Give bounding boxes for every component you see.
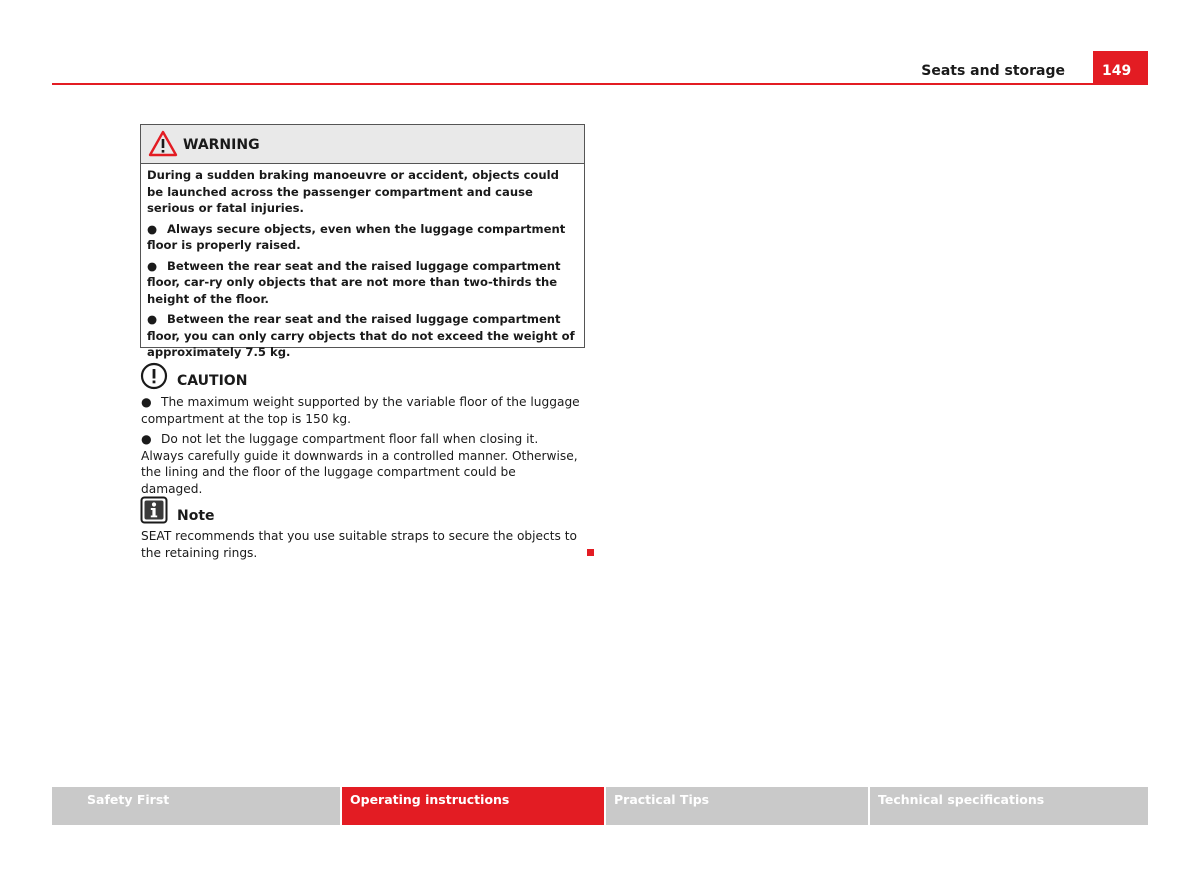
caution-item-text: Do not let the luggage compartment floor fall when closing it. Always carefully guide it downwards in a controlled manner. Otherwise, the lining and the floor of the luggage compartment could be damaged.: [141, 432, 578, 496]
warning-item-text: Between the rear seat and the raised luggage compartment floor, car-ry only objects that are not more than two-thirds the height of the floor.: [147, 258, 561, 306]
note-title: Note: [177, 508, 215, 524]
footer-tab-technical-specifications[interactable]: Technical specifications: [870, 787, 1148, 825]
caution-item: [141, 394, 581, 427]
section-end-marker: [587, 549, 594, 556]
caution-title: CAUTION: [177, 373, 248, 389]
caution-item: [141, 431, 581, 497]
warning-header: [141, 125, 584, 164]
header-divider: [52, 83, 1148, 85]
caution-exclamation-circle-icon: [140, 362, 168, 390]
bullet: ●: [141, 432, 152, 446]
warning-item-text: Between the rear seat and the raised luggage compartment floor, you can only carry objects that do not exceed the weight of approximately 7.5 kg.: [147, 312, 575, 359]
section-title: Seats and storage: [921, 63, 1065, 79]
warning-item: [147, 258, 578, 308]
warning-intro: During a sudden braking manoeuvre or accident, objects could be launched across the passenger compartment and cause serious or fatal injuries.: [147, 168, 559, 215]
bullet: ●: [147, 312, 158, 326]
caution-item-text: The maximum weight supported by the variable floor of the luggage compartment at the top is 150 kg.: [141, 395, 580, 426]
warning-item-text: Always secure objects, even when the luggage compartment floor is properly raised.: [147, 221, 566, 252]
bullet: ●: [147, 221, 158, 236]
page-number: 149: [1093, 51, 1148, 85]
note-body: SEAT recommends that you use suitable straps to secure the objects to the retaining rings.: [141, 529, 577, 560]
footer-tab-safety-first[interactable]: Safety First: [52, 787, 340, 825]
footer-tab-practical-tips[interactable]: Practical Tips: [606, 787, 868, 825]
warning-title: WARNING: [183, 137, 260, 153]
bullet: ●: [147, 258, 158, 273]
warning-triangle-icon: [148, 130, 178, 157]
footer-tab-operating-instructions[interactable]: Operating instructions: [342, 787, 604, 825]
caution-body: [141, 394, 581, 501]
info-note-icon: [140, 496, 168, 524]
warning-item: [147, 311, 578, 361]
warning-item: [147, 221, 578, 254]
warning-body: [141, 164, 584, 361]
warning-box: [140, 124, 585, 359]
bullet: ●: [141, 395, 152, 409]
